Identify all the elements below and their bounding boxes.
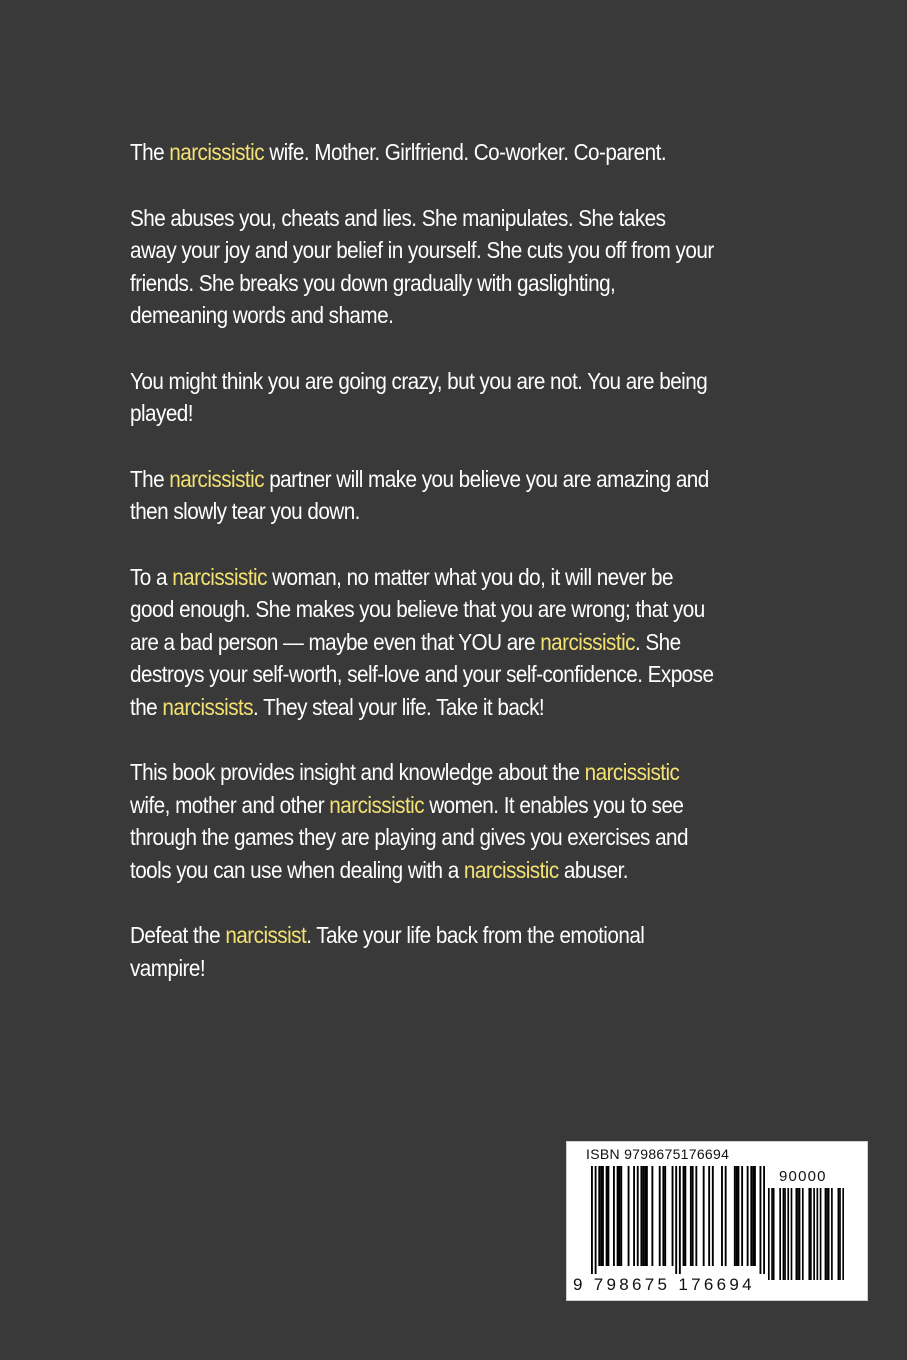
addon-barcode-bar xyxy=(791,1188,793,1280)
barcode-bar xyxy=(683,1166,685,1266)
addon-barcode-bar xyxy=(820,1188,822,1280)
addon-barcode-bar xyxy=(787,1188,789,1280)
highlighted-word: narcissist xyxy=(225,922,307,948)
addon-barcode-bar xyxy=(813,1188,815,1280)
barcode-bar xyxy=(642,1166,644,1266)
barcode-bar xyxy=(760,1166,762,1274)
blurb-paragraph xyxy=(130,756,715,886)
blurb-paragraph xyxy=(130,136,715,169)
barcode-bar xyxy=(620,1166,622,1266)
barcode-bar xyxy=(747,1166,749,1266)
blurb-text: She abuses you, cheats and lies. She manipulates. She takes away your joy and your belief in yourself. She cuts you off from your friends. She breaks you down gradually with gaslighting, demeaning words and shame. xyxy=(130,204,714,328)
isbn-label: ISBN 9798675176694 xyxy=(586,1146,730,1162)
barcode-bar xyxy=(750,1166,752,1266)
barcode-bar xyxy=(695,1166,697,1266)
barcode-bar xyxy=(734,1166,736,1266)
blurb-paragraph xyxy=(130,561,715,724)
blurb-paragraph xyxy=(130,463,715,528)
blurb-text: . They steal your life. Take it back! xyxy=(253,693,545,720)
highlighted-word: narcissistic xyxy=(169,139,265,165)
blurb-text: . She destroys your self-worth, self-love and your self-confidence. Expose the xyxy=(130,628,714,720)
barcode-bar xyxy=(598,1166,600,1266)
barcode-bar xyxy=(708,1166,710,1266)
barcode-bar xyxy=(637,1166,639,1266)
barcode-bar xyxy=(600,1166,602,1266)
addon-barcode-bar xyxy=(797,1188,799,1280)
barcode-bar xyxy=(752,1166,754,1266)
blurb-text: wife. Mother. Girlfriend. Co-worker. Co-parent. xyxy=(264,139,667,165)
barcode-bar xyxy=(606,1166,608,1266)
blurb-text: Defeat the xyxy=(130,922,226,948)
addon-barcode-bar xyxy=(802,1188,804,1280)
addon-barcode-bar xyxy=(839,1188,841,1280)
addon-barcode-bar xyxy=(828,1188,830,1280)
blurb-text: partner will make you believe you are amazing and then slowly tear you down. xyxy=(130,465,709,524)
barcode-bar xyxy=(613,1166,615,1266)
barcode-bar xyxy=(690,1166,692,1266)
barcode-bar xyxy=(692,1166,694,1266)
barcode-bar xyxy=(618,1166,620,1266)
blurb-paragraph xyxy=(130,365,715,430)
barcode-bar xyxy=(721,1166,723,1266)
addon-barcode-bar xyxy=(779,1188,781,1280)
barcode-bar xyxy=(628,1166,630,1266)
barcode-bar xyxy=(712,1166,714,1266)
blurb-text: You might think you are going crazy, but you are not. You are being played! xyxy=(130,367,708,426)
highlighted-word: narcissistic xyxy=(463,856,559,883)
blurb-text: The xyxy=(130,139,170,165)
back-cover-blurb xyxy=(130,136,715,1017)
addon-barcode-bar xyxy=(808,1188,810,1280)
addon-barcode-bar xyxy=(842,1188,844,1280)
barcode-bar xyxy=(763,1166,765,1274)
blurb-text: women. It enables you to see through the games they are playing and gives you exercises and tools you can use when dealing with a xyxy=(130,791,688,883)
addon-barcode-bar xyxy=(817,1188,819,1280)
barcode-bar xyxy=(651,1166,653,1266)
addon-barcode-bar xyxy=(773,1188,775,1280)
highlighted-word: narcissistic xyxy=(169,465,265,492)
blurb-paragraph xyxy=(130,202,715,332)
barcode-bar xyxy=(633,1166,635,1266)
highlighted-word: narcissistic xyxy=(584,759,680,785)
barcode-bar xyxy=(736,1166,738,1266)
highlighted-word: narcissistic xyxy=(540,628,635,655)
barcode-bar xyxy=(646,1166,648,1266)
blurb-text: The xyxy=(130,465,170,492)
barcode-bar xyxy=(595,1166,597,1274)
addon-barcode-bar xyxy=(838,1188,840,1280)
ean13-barcode-bars xyxy=(591,1166,765,1274)
barcode-bar xyxy=(754,1166,756,1266)
barcode-bar xyxy=(640,1166,642,1266)
isbn-barcode-block xyxy=(566,1141,868,1301)
barcode-digits: 9 798675 176694 xyxy=(573,1275,755,1294)
blurb-text: wife, mother and other xyxy=(130,791,330,818)
barcode-bar xyxy=(672,1166,674,1266)
blurb-text: To a xyxy=(130,563,173,590)
highlighted-word: narcissistic xyxy=(329,791,425,818)
barcode-bar xyxy=(679,1166,681,1274)
barcode-bar xyxy=(738,1166,740,1266)
highlighted-word: narcissistic xyxy=(172,563,267,590)
blurb-text: woman, no matter what you do, it will never be good enough. She makes you believe that you are wrong; that you are a bad person — maybe even that YOU are xyxy=(130,563,705,655)
barcode-bar xyxy=(607,1166,609,1266)
addon-barcode-bar xyxy=(771,1188,773,1280)
addon-barcode-bar xyxy=(784,1188,786,1280)
barcode-bar xyxy=(659,1166,661,1266)
addon-barcode-bar xyxy=(783,1188,785,1280)
addon-barcode-bar xyxy=(826,1188,828,1280)
barcode-bar xyxy=(675,1166,677,1274)
highlighted-word: narcissists xyxy=(162,693,254,720)
barcode-bar xyxy=(662,1166,664,1266)
addon-barcode-bar xyxy=(831,1188,833,1280)
addon-barcode-bar xyxy=(825,1188,827,1280)
addon-barcode-bars xyxy=(768,1188,844,1280)
barcode-bar xyxy=(644,1166,646,1266)
blurb-text: abuser. xyxy=(558,856,628,883)
barcode-bar xyxy=(664,1166,666,1266)
addon-barcode-bar xyxy=(799,1188,801,1280)
barcode-bar xyxy=(741,1166,743,1266)
blurb-text: . Take your life back from the emotional vampire! xyxy=(130,922,645,981)
barcode-bar xyxy=(703,1166,705,1266)
addon-barcode-bar xyxy=(795,1188,797,1280)
blurb-text: This book provides insight and knowledge about the xyxy=(130,759,585,785)
barcode-bar xyxy=(725,1166,727,1266)
barcode-bar xyxy=(617,1166,619,1266)
barcode-bar xyxy=(684,1166,686,1266)
addon-barcode-bar xyxy=(768,1188,770,1280)
blurb-paragraph xyxy=(130,919,715,984)
barcode-bar xyxy=(602,1166,604,1266)
addon-barcode-bar xyxy=(810,1188,812,1280)
barcode-addon-number: 90000 xyxy=(779,1168,827,1185)
barcode-bar xyxy=(591,1166,593,1274)
